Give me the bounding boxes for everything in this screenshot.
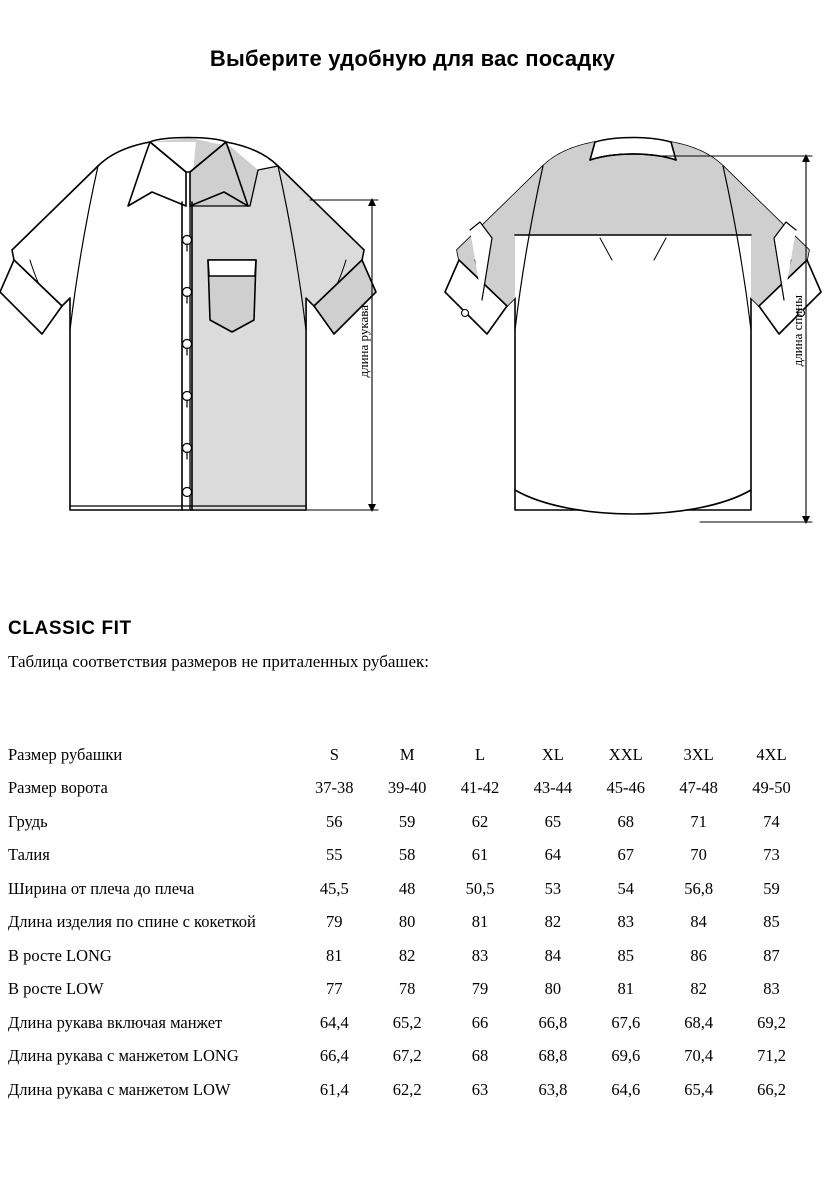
fit-heading: CLASSIC FIT [8,618,132,639]
cell: 62,2 [392,1079,422,1099]
table-row [8,973,808,1007]
table-col-xl: XL [541,744,564,764]
cell: 53 [544,878,562,898]
cell: 83 [763,979,780,999]
cell: 56,8 [684,878,714,898]
cell: 64,6 [611,1079,641,1099]
row-label: Размер ворота [8,778,108,798]
cell: 65,2 [392,1012,422,1032]
cell: 66 [471,1012,489,1032]
table-row [8,1073,808,1107]
table-row [8,839,808,873]
table-row [8,939,808,973]
cell: 59 [763,878,780,898]
sleeve-length-label: длина рукава [356,305,371,378]
front-body-outline [12,142,364,510]
cell: 85 [763,912,780,932]
cell: 78 [398,979,416,999]
cell: 41-42 [460,778,500,798]
cell: 49-50 [752,778,791,798]
table-row [8,1006,808,1040]
table-header-row [8,738,808,772]
page-title: Выберите удобную для вас посадку [209,46,616,71]
table-row [8,1040,808,1074]
row-label: Ширина от плеча до плеча [8,878,195,898]
cell: 48 [398,878,416,898]
row-label: Длина рукава включая манжет [8,1012,223,1032]
cell: 80 [544,979,562,999]
shirt-diagram-svg [0,110,825,560]
back-length-label: длина спины [790,295,805,367]
cell: 71 [690,811,707,831]
cell: 77 [326,979,343,999]
cell: 65 [544,811,562,831]
row-label: Длина изделия по спине с кокеткой [8,912,256,932]
row-label: Грудь [8,811,48,831]
table-row [8,772,808,806]
table-col-4xl: 4XL [756,744,787,764]
cell: 37-38 [315,778,354,798]
cell: 66,4 [319,1046,349,1066]
cell: 55 [326,845,343,865]
cell: 47-48 [679,778,718,798]
cell: 67,6 [611,1012,641,1032]
cell: 58 [398,845,416,865]
cell: 81 [617,979,634,999]
cell: 82 [690,979,707,999]
cell: 83 [617,912,634,932]
cell: 66,2 [757,1079,786,1099]
cell: 63,8 [538,1079,568,1099]
cell: 83 [471,945,489,965]
cell: 87 [763,945,780,965]
cell: 84 [544,945,562,965]
cell: 66,8 [538,1012,568,1032]
table-col-xxl: XXL [608,744,643,764]
row-label: Длина рукава с манжетом LONG [8,1046,239,1066]
cell: 64,4 [319,1012,349,1032]
cell: 81 [471,912,489,932]
cell: 68,8 [538,1046,568,1066]
cell: 64 [544,845,562,865]
table-col-3xl: 3XL [683,744,714,764]
fit-subtitle: Таблица соответствия размеров не приталенных рубашек: [8,652,430,671]
cell: 85 [617,945,634,965]
cell: 62 [471,811,489,831]
row-label: В росте LOW [8,979,104,999]
cell: 56 [326,811,343,831]
cell: 69,2 [757,1012,786,1032]
cell: 81 [326,945,343,965]
cell: 73 [763,845,780,865]
cell: 61 [471,845,489,865]
cell: 67,2 [392,1046,422,1066]
cell: 65,4 [684,1079,714,1099]
cell: 80 [398,912,416,932]
cell: 70 [690,845,707,865]
cell: 43-44 [533,778,573,798]
cell: 54 [617,878,634,898]
table-row [8,805,808,839]
row-label: Талия [8,845,50,865]
table-col-s: S [329,744,339,764]
table-col-m: M [399,744,415,764]
cell: 39-40 [387,778,427,798]
row-label: В росте LONG [8,945,112,965]
table-row [8,872,808,906]
table-col-l: L [474,744,486,764]
cell: 79 [326,912,343,932]
cell: 82 [398,945,416,965]
cell: 70,4 [684,1046,714,1066]
cell: 45,5 [319,878,349,898]
cell: 82 [544,912,562,932]
cell: 68 [471,1046,489,1066]
table-row [8,906,808,940]
cell: 68,4 [684,1012,714,1032]
cell: 68 [617,811,634,831]
cell: 79 [471,979,489,999]
cell: 84 [690,912,707,932]
row-label: Длина рукава с манжетом LOW [8,1079,231,1099]
cell: 50,5 [465,878,495,898]
shirt-illustration [0,110,825,560]
cell: 74 [763,811,780,831]
cell: 59 [398,811,416,831]
cell: 45-46 [606,778,645,798]
cell: 69,6 [611,1046,641,1066]
cell: 67 [617,845,634,865]
cell: 86 [690,945,707,965]
cell: 61,4 [319,1079,349,1099]
table-header-label: Размер рубашки [8,744,123,764]
size-table [8,738,808,1107]
cell: 71,2 [757,1046,786,1066]
cell: 63 [471,1079,489,1099]
